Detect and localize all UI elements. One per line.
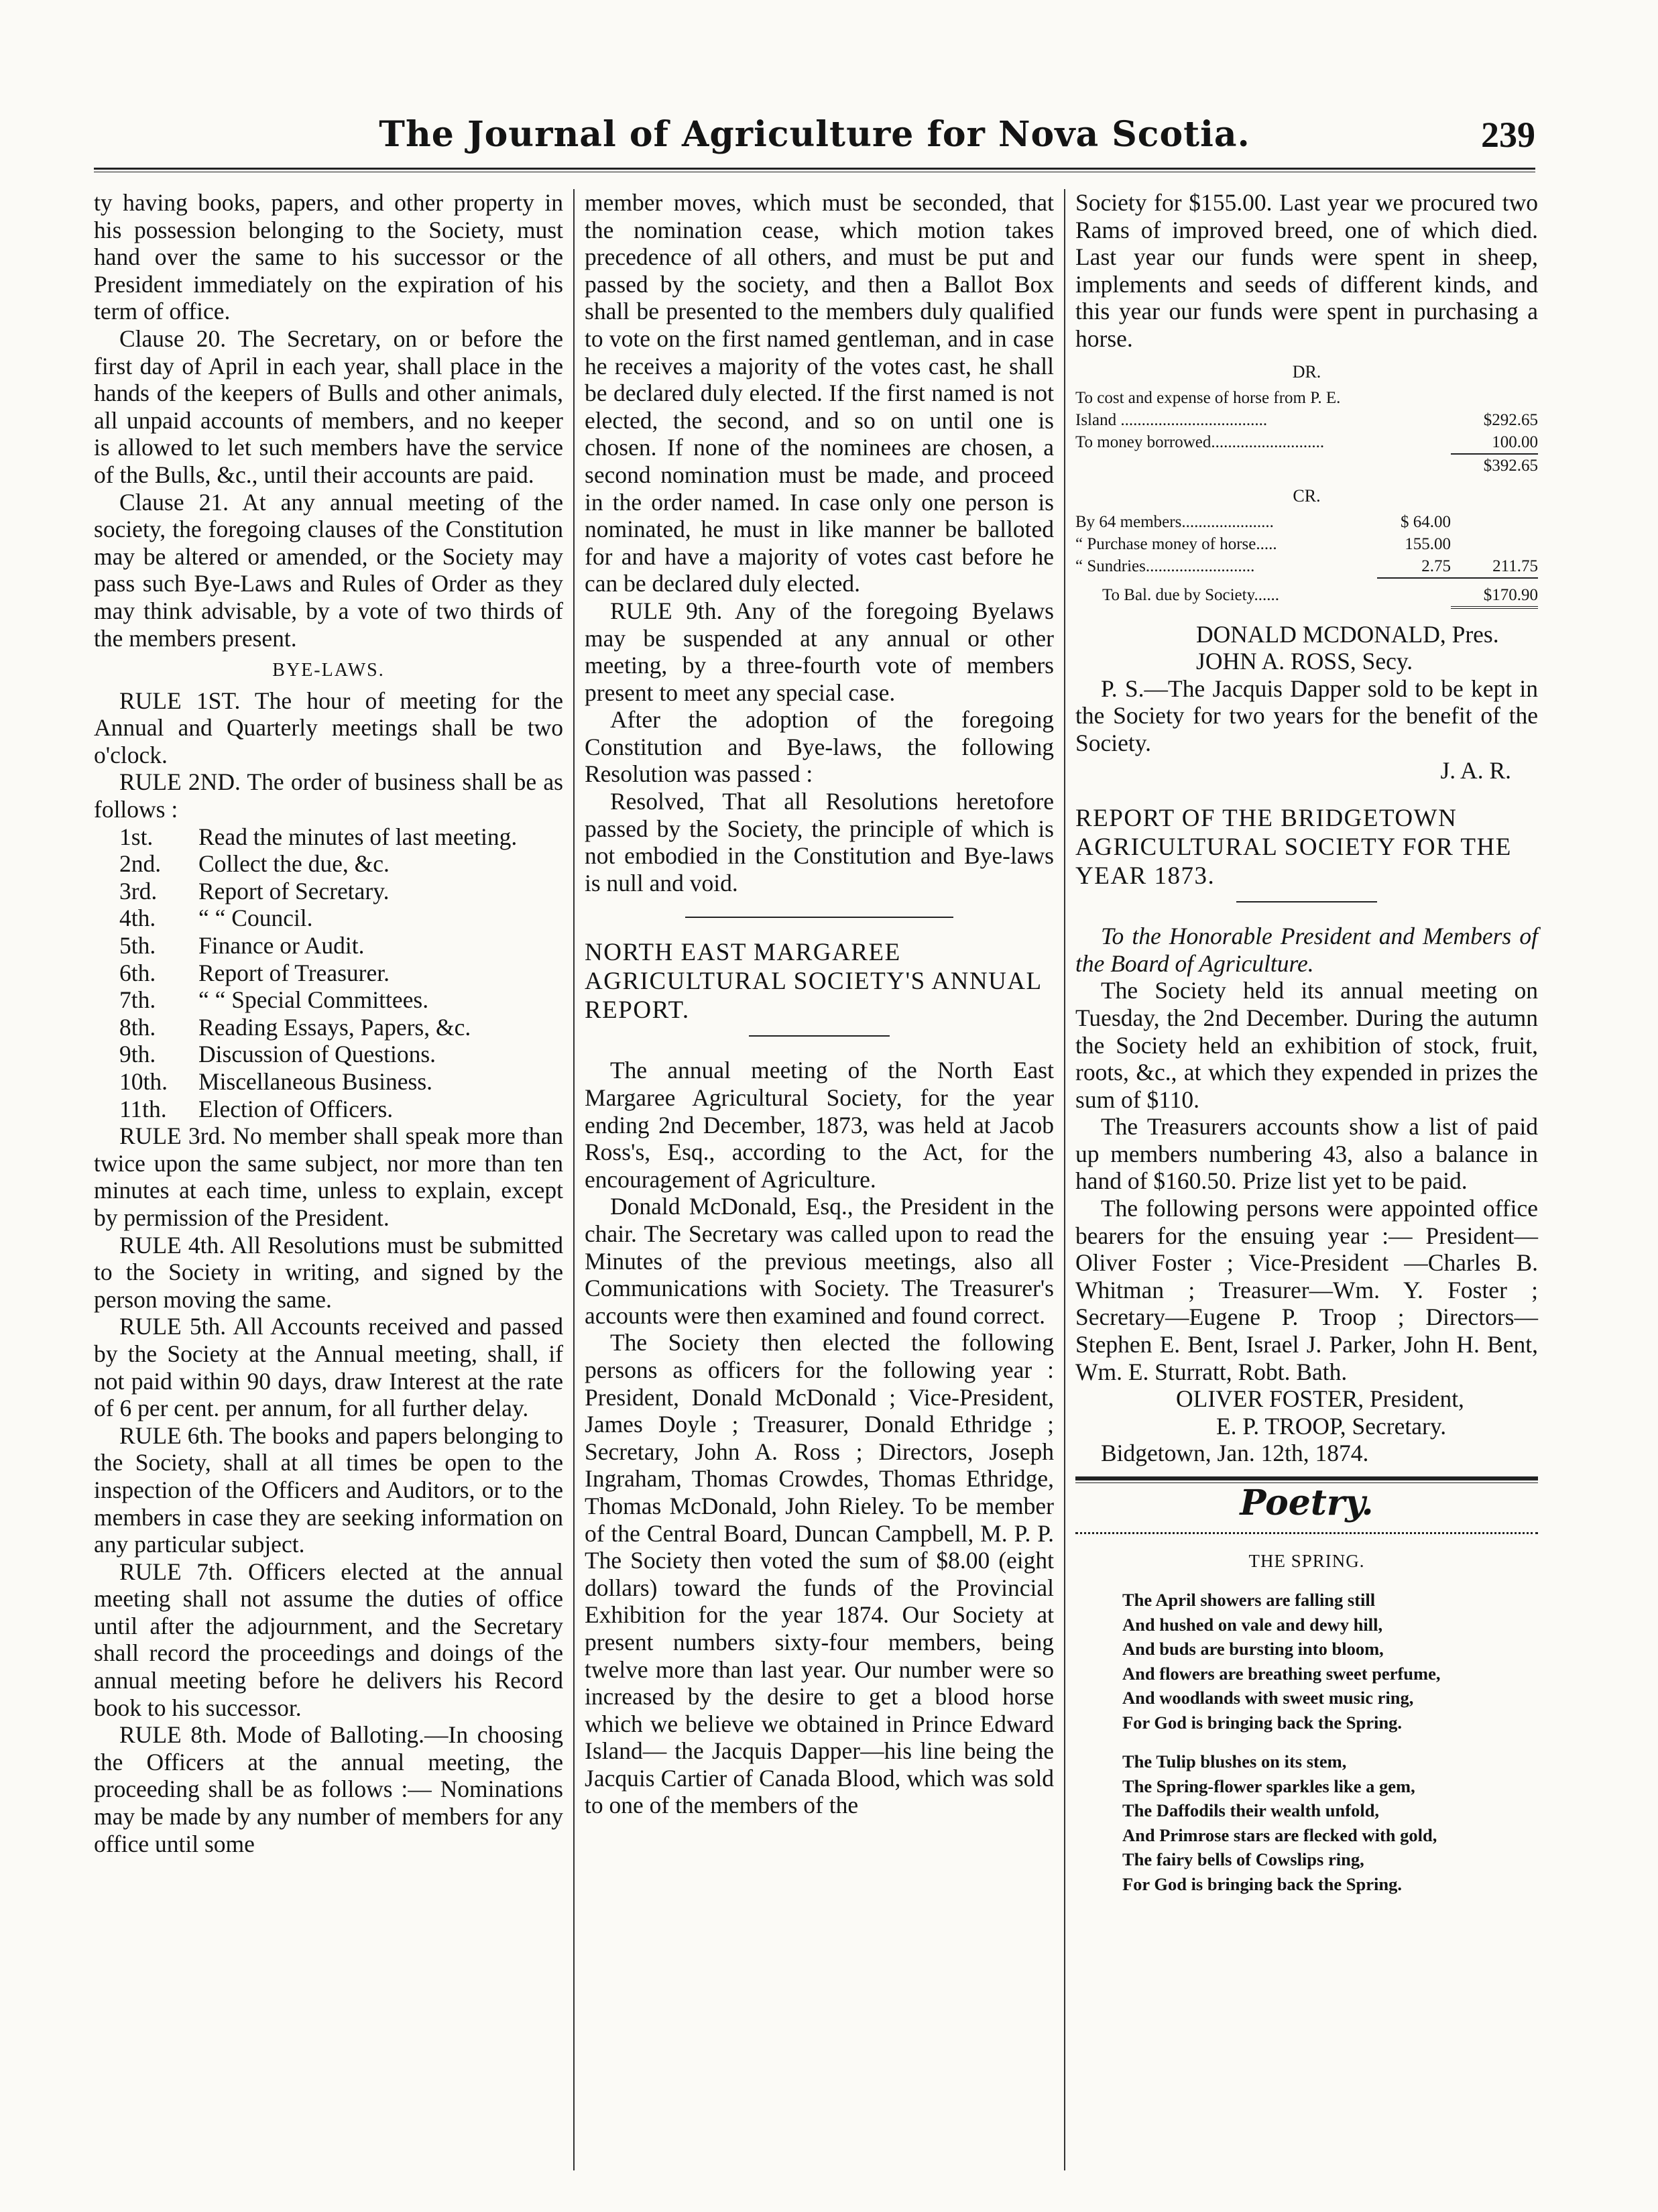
poem-line: The fairy bells of Cowslips ring, [1122, 1849, 1364, 1870]
poem-line: The April showers are falling still [1122, 1590, 1376, 1611]
poem-line: The Daffodils their wealth unfold, [1122, 1800, 1380, 1821]
table-row [1075, 455, 1538, 477]
table-row: To cost and expense of horse from P. E. [1075, 388, 1341, 407]
column-1 [94, 189, 563, 1857]
rule-6: RULE 6th. The books and papers belonging to the Society, shall at all times be open to the inspection of the Officers and Auditors, or to the members in case they are seeking information on any particular subject. [94, 1421, 563, 1558]
paragraph: member moves, which must be seconded, that the nomination cease, which motion takes precedence of all others, and must be put and passed by the society, and then a Ballot Box shall be presented to the members duly qualified to vote on the first named gentleman, and in case he receives a majority of the votes cast, he shall be declared duly elected. If the first named is not elected, the second, and so on until one is chosen. If none of the nominees are chosen, a second nomination must be made, and proceed in the order named. In case only one person is nominated, he must in like manner be balloted for and have a majority of votes cast before he can be declared duly elected. [585, 189, 1054, 597]
signature: E. P. TROOP, Secretary. [1216, 1412, 1447, 1440]
article-headline: NORTH EAST MARGAREE AGRICULTURAL SOCIETY'S ANNUAL REPORT. [585, 939, 1042, 1025]
poem-line: And woodlands with sweet music ring, [1122, 1688, 1414, 1708]
poem-title: THE SPRING. [1248, 1550, 1365, 1571]
table-row: To Bal. due by Society...... $170.90 [1075, 584, 1538, 609]
paragraph: Donald McDonald, Esq., the President in the chair. The Secretary was called upon to read the Minutes of the previous meetings, also all Communications with Society. The Treasurer's accounts were then examined and found correct. [585, 1193, 1054, 1329]
poem [1075, 1588, 1538, 1896]
paragraph: The following persons were appointed office bearers for the ensuing year :— President—Oliver Foster ; Vice-President —Charles B. Whitman ; Treasurer—Wm. Y. Foster ; Secretary—Eugene P. Troop ; Directors—Stephen E. Bent, Israel J. Parker, John H. Bent, Wm. E. Sturratt, Robt. Bath. [1075, 1195, 1538, 1385]
list-item: 9th. Discussion of Questions. [119, 1041, 436, 1068]
journal-title: The Journal of Agriculture for Nova Scotia. [379, 114, 1250, 155]
rule-4: RULE 4th. All Resolutions must be submitted to the Society in writing, and signed by the person moving the same. [94, 1231, 563, 1313]
paragraph: The annual meeting of the North East Margaree Agricultural Society, for the year ending 2nd December, 1873, was held at Jacob Ross's, Esq., according to the Act, for the encouragement of Agriculture. [585, 1057, 1054, 1193]
credit-heading: CR. [1293, 485, 1321, 506]
list-item: 4th. “ “ Council. [119, 905, 313, 932]
poem-line: And buds are bursting into bloom, [1122, 1639, 1384, 1660]
paragraph: The Society then elected the following persons as officers for the following year : President, Donald McDonald ; Vice-President, James Doyle ; Treasurer, Donald Ethridge ; Secretary, John A. Ross ; Directors, Joseph Ingraham, Thomas Crowdes, Thomas Ethridge, Thomas McDonald, John Rieley. To be member of the Central Board, Duncan Campbell, M. P. P. The Society then voted the sum of $8.00 (eight dollars) toward the funds of the Provincial Exhibition for the year 1874. Our Society at present numbers sixty-four members, being twelve more than last year. Our number were so increased by the desire to get a blood horse which we believe we obtained in Prince Edward Island— the Jacquis Dapper—his line being the Jacquis Cartier of Canada Blood, which was sold to one of the members of the [585, 1329, 1054, 1819]
table-row: To money borrowed........................... 100.00 [1075, 431, 1538, 455]
list-item: 2nd. Collect the due, &c. [119, 850, 390, 878]
poem-line: The Spring-flower sparkles like a gem, [1122, 1776, 1415, 1796]
header-rule [94, 168, 1535, 172]
headline-rule [1236, 901, 1377, 903]
list-item: 8th. Reading Essays, Papers, &c. [119, 1013, 471, 1041]
order-of-business-list [119, 823, 563, 1123]
list-item: 1st. Read the minutes of last meeting. [119, 823, 518, 850]
debit-heading: DR. [1292, 361, 1321, 382]
debit-total: $392.65 [1483, 456, 1538, 475]
rule-7: RULE 7th. Officers elected at the annual meeting shall not assume the duties of office until after the adjournment, and the Secretary shall record the proceedings and doings of the annual meeting before he delivers his Record book to his successor. [94, 1558, 563, 1721]
poem-line: For God is bringing back the Spring. [1122, 1873, 1402, 1894]
column-3 [1075, 189, 1538, 1911]
stanza [1122, 1588, 1538, 1735]
list-item: 6th. Report of Treasurer. [119, 959, 390, 986]
list-item: 7th. “ “ Special Committees. [119, 986, 429, 1014]
signature: JOHN A. ROSS, Secy. [1196, 648, 1413, 675]
list-item: 5th. Finance or Audit. [119, 932, 365, 959]
poem-line: For God is bringing back the Spring. [1122, 1712, 1402, 1733]
signature: OLIVER FOSTER, President, [1176, 1385, 1464, 1413]
paragraph: Clause 21. At any annual meeting of the society, the foregoing clauses of the Constitution may be altered or amended, or the Society may pass such Bye-Laws and Rules of Order as they may think advisable, by a vote of two thirds of the members present. [94, 488, 563, 652]
paragraph: Clause 20. The Secretary, on or before the first day of April in each year, shall place in the hands of the keepers of Bulls and other animals, all unpaid accounts of members, and no keeper is allowed to let such members have the service of the Bulls, &c., until their accounts are paid. [94, 325, 563, 488]
table-row: By 64 members...................... $ 64.00 [1075, 512, 1451, 531]
list-item: 11th. Election of Officers. [119, 1095, 394, 1122]
paragraph: The Society held its annual meeting on Tuesday, the 2nd December. During the autumn the Society held an exhibition of stock, fruit, roots, &c., at which they expended in prizes the sum of $110. [1075, 977, 1538, 1113]
rule-1: RULE 1ST. The hour of meeting for the Annual and Quarterly meetings shall be two o'clock. [94, 687, 563, 768]
paragraph: The Treasurers accounts show a list of paid up members numbering 43, also a balance in hand of $160.50. Prize list yet to be paid. [1075, 1113, 1538, 1195]
poem-line: And Primrose stars are flecked with gold, [1122, 1824, 1437, 1845]
signature: DONALD MCDONALD, Pres. [1196, 620, 1499, 648]
rule-5: RULE 5th. All Accounts received and passed by the Society at the Annual meeting, shall, if not paid within 90 days, draw Interest at the rate of 6 per cent. per annum, for all further delay. [94, 1313, 563, 1422]
rule-2: RULE 2ND. The order of business shall be as follows : [94, 768, 563, 823]
page-number: 239 [1481, 115, 1535, 155]
table-row: “ Sundries.......................... 2.75 211.75 [1075, 555, 1538, 579]
rule-9: RULE 9th. Any of the foregoing Byelaws may be suspended at any annual or other meeting, by a three-fourth vote of members present to meet any special case. [585, 597, 1054, 706]
paragraph: ty having books, papers, and other property in his possession belonging to the Society, must hand over the same to his successor or the President immediately on the expiration of his term of office. [94, 189, 563, 325]
article-headline: REPORT OF THE BRIDGETOWN AGRICULTURAL SOCIETY FOR THE YEAR 1873. [1075, 805, 1512, 890]
section-divider [685, 917, 953, 918]
paragraph: After the adoption of the foregoing Constitution and Bye-laws, the following Resolution was passed : [585, 706, 1054, 788]
page-header [94, 101, 1535, 161]
resolution: Resolved, That all Resolutions heretofore passed by the Society, the principle of which is not embodied in the Constitution and Bye-laws is null and void. [585, 788, 1054, 896]
rule-8: RULE 8th. Mode of Balloting.—In choosing the Officers at the annual meeting, the proceeding shall be as follows :— Nominations may be made by any number of members for any office until some [94, 1721, 563, 1857]
column-divider [573, 189, 575, 2170]
column-2 [585, 189, 1054, 1819]
paragraph: Society for $155.00. Last year we procured two Rams of improved breed, one of which died. Last year our funds were spent in sheep, implements and seeds of different kinds, and this year our funds were spent in purchasing a horse. [1075, 189, 1538, 352]
address-line: To the Honorable President and Members of the Board of Agriculture. [1075, 923, 1538, 977]
table-row: Island ................................... $292.65 [1075, 410, 1538, 429]
postscript-signature: J. A. R. [1440, 756, 1511, 784]
poem-line: The Tulip blushes on its stem, [1122, 1751, 1347, 1772]
list-item: 10th. Miscellaneous Business. [119, 1068, 433, 1095]
poem-line: And hushed on vale and dewy hill, [1122, 1614, 1383, 1635]
balance-value: $170.90 [1451, 584, 1538, 609]
dateline: Bidgetown, Jan. 12th, 1874. [1101, 1440, 1369, 1467]
ornamental-rule [1075, 1523, 1538, 1534]
headline-rule [749, 1035, 890, 1037]
table-row: “ Purchase money of horse..... 155.00 [1075, 534, 1451, 553]
poem-line: And flowers are breathing sweet perfume, [1122, 1663, 1441, 1684]
column-divider [1064, 189, 1065, 2170]
bye-laws-heading: BYE-LAWS. [272, 660, 385, 681]
postscript: P. S.—The Jacquis Dapper sold to be kept in the Society for two years for the benefit of the Society. [1075, 675, 1538, 756]
stanza [1122, 1749, 1538, 1896]
list-item: 3rd. Report of Secretary. [119, 877, 390, 905]
poetry-heading: Poetry. [1240, 1482, 1374, 1523]
rule-3: RULE 3rd. No member shall speak more than twice upon the same subject, nor more than ten minutes at each time, unless to explain, except by permission of the President. [94, 1122, 563, 1231]
accounts-table [1075, 361, 1538, 609]
